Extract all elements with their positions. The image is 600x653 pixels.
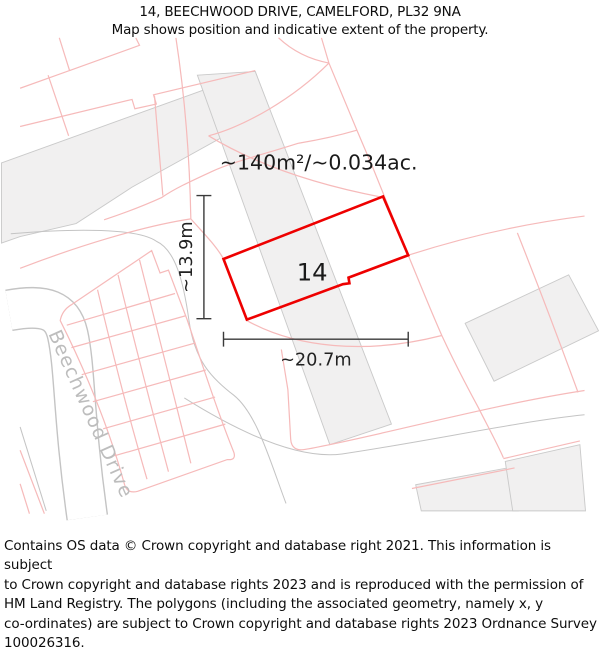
copyright-line: co-ordinates) are subject to Crown copyright and database rights 2023 Ordnance Survey	[4, 615, 597, 632]
street-name-label: Beechwood Drive	[43, 326, 139, 502]
copyright-line: HM Land Registry. The polygons (including the associated geometry, namely x, y	[4, 596, 543, 613]
property-map	[0, 36, 600, 537]
height-dimension-line	[196, 196, 211, 319]
building-southeast	[465, 275, 598, 381]
copyright-line: 100026316.	[4, 635, 85, 652]
copyright-line: to Crown copyright and database rights 2023 and is reproduced with the permission of	[4, 576, 584, 593]
plot-number-label: 14	[296, 257, 328, 287]
map-canvas	[0, 36, 600, 537]
area-label: ~140m²/~0.034ac.	[219, 150, 418, 175]
copyright-notice	[4, 537, 598, 653]
map-header	[0, 3, 600, 39]
height-dimension-label: ~13.9m	[176, 221, 197, 293]
width-dimension-label: ~20.7m	[280, 350, 352, 371]
copyright-line: Contains OS data © Crown copyright and database right 2021. This information is subject	[4, 538, 551, 574]
building-bottom-right	[505, 445, 585, 511]
page-title: 14, BEECHWOOD DRIVE, CAMELFORD, PL32 9NA	[139, 4, 461, 20]
building-bottom-center	[416, 467, 519, 511]
page-subtitle: Map shows position and indicative extent of the property.	[111, 22, 489, 38]
